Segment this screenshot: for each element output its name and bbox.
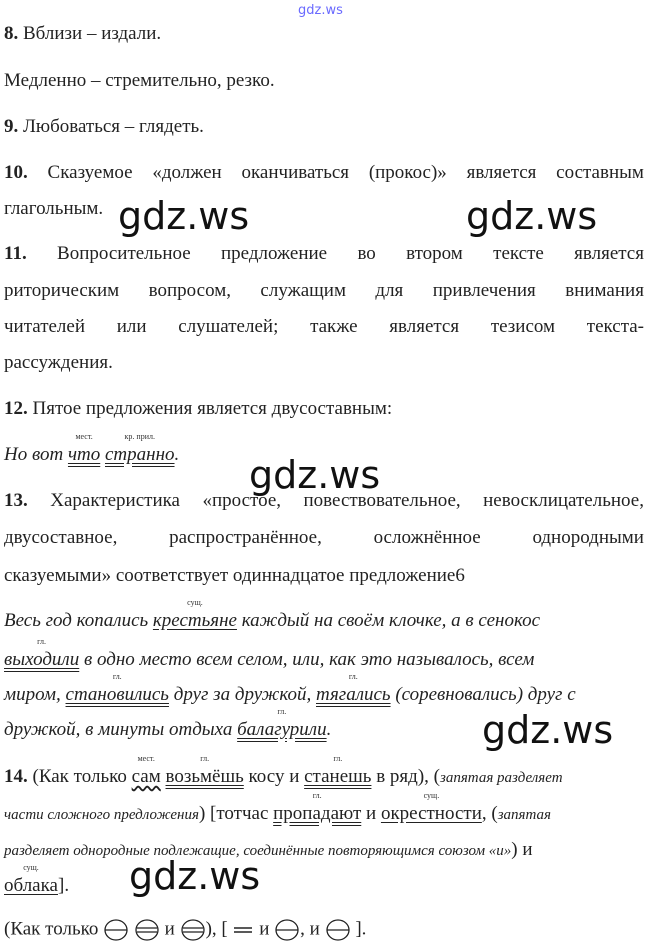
scheme-text: ), [ <box>205 918 228 940</box>
word: во <box>357 243 376 264</box>
punctuation: ]. <box>58 875 70 896</box>
word: «простое, <box>202 490 282 511</box>
word: балагурили <box>237 719 327 740</box>
answer-14-line4 <box>4 863 70 896</box>
word: оканчиваться <box>241 162 350 183</box>
answer-number: 9. <box>4 116 19 137</box>
predicate-circle-icon <box>134 918 160 942</box>
word: Характеристика <box>50 490 180 511</box>
note-text: запятая разделяет <box>439 770 563 786</box>
word: служащим <box>260 280 346 301</box>
answer-number: 12. <box>4 398 28 419</box>
answer-text: Любоваться – глядеть. <box>18 116 204 137</box>
subject-circle-icon <box>103 918 129 942</box>
predicate-word <box>67 432 101 465</box>
predicate-word <box>273 791 362 824</box>
word: Вопросительное <box>57 243 191 264</box>
pos-tag: гл. <box>312 791 322 800</box>
answer-14-line2 <box>4 791 552 824</box>
pos-tag: гл. <box>112 672 122 681</box>
word: тягались <box>316 684 391 705</box>
example-text: каждый на своём клочке, а в сенокос <box>236 610 541 631</box>
subject-circle-icon <box>325 918 351 942</box>
word: что <box>67 444 101 465</box>
word: является <box>466 162 537 183</box>
answer-text: косу и <box>243 766 305 787</box>
answer-11-line3 <box>4 317 644 336</box>
answer-text: в ряд), ( <box>371 766 440 787</box>
word: распространённое, <box>169 527 322 548</box>
word: для <box>375 280 404 301</box>
answer-13-example-3 <box>4 672 576 705</box>
scheme-text: ]. <box>355 918 367 940</box>
answer-12-example <box>4 432 180 465</box>
answer-text: Вблизи – издали. <box>18 23 162 44</box>
note-text: разделяет однородные подлежащие, соединённые повторяющимся союзом «и» <box>4 843 512 859</box>
pos-tag: сущ. <box>23 863 39 872</box>
predicate-word <box>65 672 169 705</box>
word: тексте <box>493 243 544 264</box>
pos-tag: мест. <box>137 754 155 763</box>
word: пропадают <box>273 803 362 824</box>
answer-number: 11. <box>4 243 27 264</box>
answer-13-line3: сказуемыми» соответствует одиннадцатое предложение6 <box>4 565 465 586</box>
watermark: gdz.ws <box>466 194 598 238</box>
word: двусоставное, <box>4 527 118 548</box>
answer-number: 13. <box>4 490 28 511</box>
note-text: части сложного предложения <box>4 807 199 823</box>
pos-tag: кр. прил. <box>124 432 155 441</box>
pos-tag: гл. <box>348 672 358 681</box>
word: тезисом <box>490 316 556 337</box>
watermark: gdz.ws <box>249 453 381 497</box>
predicate-word <box>304 754 372 787</box>
word: сам <box>131 766 161 787</box>
note-text: запятая <box>497 807 552 823</box>
answer-11-line4: рассуждения. <box>4 352 113 373</box>
predicate-circle-icon <box>180 918 206 942</box>
pos-tag: гл. <box>277 707 287 716</box>
pos-tag: гл. <box>333 754 343 763</box>
example-text: (соревновались) друг с <box>390 684 576 705</box>
predicate-word <box>105 432 175 465</box>
answer-14-line3 <box>4 840 533 859</box>
punctuation: . <box>174 444 180 465</box>
word: осложнённое <box>373 527 481 548</box>
word: является <box>574 243 644 264</box>
word: вопросом, <box>148 280 231 301</box>
answer-9 <box>4 117 204 136</box>
watermark: gdz.ws <box>482 708 614 752</box>
word: риторическим <box>4 280 120 301</box>
word: втором <box>406 243 463 264</box>
answer-text: , ( <box>481 803 498 824</box>
answer-text: и <box>361 803 381 824</box>
word: составным <box>556 162 644 183</box>
predicate-word <box>316 672 391 705</box>
word: «должен <box>152 162 222 183</box>
subject-word <box>152 598 237 631</box>
scheme-text: (Как только <box>4 918 99 940</box>
word: читателей <box>4 316 86 337</box>
answer-10-line2: глагольным. <box>4 198 104 219</box>
watermark: gdz.ws <box>129 854 261 898</box>
pos-tag: сущ. <box>187 598 203 607</box>
example-text: в одно место всем селом, или, как это называлось, всем <box>79 649 535 670</box>
answer-text: Пятое предложения является двусоставным: <box>27 398 393 419</box>
answer-11-line1 <box>4 244 644 263</box>
subject-word <box>131 754 161 787</box>
word: повествовательное, <box>303 490 461 511</box>
word: станешь <box>304 766 372 787</box>
example-text: друг за дружкой, <box>168 684 316 705</box>
pos-tag: гл. <box>37 637 47 646</box>
word: облака <box>4 875 58 896</box>
answer-13-line2 <box>4 528 644 547</box>
word: окрестности <box>380 803 482 824</box>
word: возьмёшь <box>165 766 244 787</box>
word: крестьяне <box>152 610 237 631</box>
word: привлечения <box>432 280 536 301</box>
answer-text: ) и <box>511 839 533 860</box>
word: слушателей; <box>178 316 279 337</box>
answer-14-line1 <box>4 754 563 787</box>
word: внимания <box>565 280 644 301</box>
answer-13-example-4 <box>4 707 332 740</box>
punctuation: . <box>326 719 332 740</box>
answer-12 <box>4 399 392 418</box>
word: Сказуемое <box>47 162 133 183</box>
answer-8 <box>4 24 161 43</box>
subject-word <box>380 791 482 824</box>
answer-8-line2: Медленно – стремительно, резко. <box>4 70 275 91</box>
word: или <box>116 316 147 337</box>
answer-number: 8. <box>4 23 19 44</box>
word: предложение <box>221 243 328 264</box>
word: текста- <box>586 316 644 337</box>
example-text: Но вот <box>4 444 68 465</box>
sentence-scheme <box>4 918 366 942</box>
answer-text: (Как только <box>27 766 132 787</box>
word: странно <box>105 444 175 465</box>
subject-word <box>4 863 58 896</box>
word: однородными <box>532 527 644 548</box>
pos-tag: мест. <box>75 432 93 441</box>
pos-tag: сущ. <box>423 791 440 800</box>
answer-text: ) [тотчас <box>198 803 274 824</box>
predicate-line-icon <box>232 923 254 937</box>
word: становились <box>65 684 169 705</box>
scheme-text: , и <box>300 918 320 940</box>
word: является <box>389 316 460 337</box>
answer-13-example-1 <box>4 598 541 631</box>
word: также <box>310 316 358 337</box>
scheme-text: и <box>164 918 175 940</box>
answer-13-line1 <box>4 491 644 510</box>
answer-number: 14. <box>4 766 28 787</box>
word: выходили <box>4 649 80 670</box>
watermark-top: gdz.ws <box>298 3 343 18</box>
predicate-word <box>237 707 327 740</box>
example-text: Весь год копались <box>4 610 153 631</box>
subject-circle-icon <box>274 918 300 942</box>
example-text: миром, <box>4 684 66 705</box>
example-text: дружкой, в минуты отдыха <box>4 719 238 740</box>
answer-11-line2 <box>4 281 644 300</box>
answer-10-line1 <box>4 163 644 182</box>
predicate-word <box>4 637 80 670</box>
answer-13-example-2 <box>4 637 535 670</box>
pos-tag: гл. <box>200 754 210 763</box>
watermark: gdz.ws <box>118 194 250 238</box>
word: невосклицательное, <box>483 490 644 511</box>
predicate-word <box>165 754 244 787</box>
answer-number: 10. <box>4 162 28 183</box>
word: (прокос)» <box>368 162 447 183</box>
scheme-text: и <box>259 918 270 940</box>
